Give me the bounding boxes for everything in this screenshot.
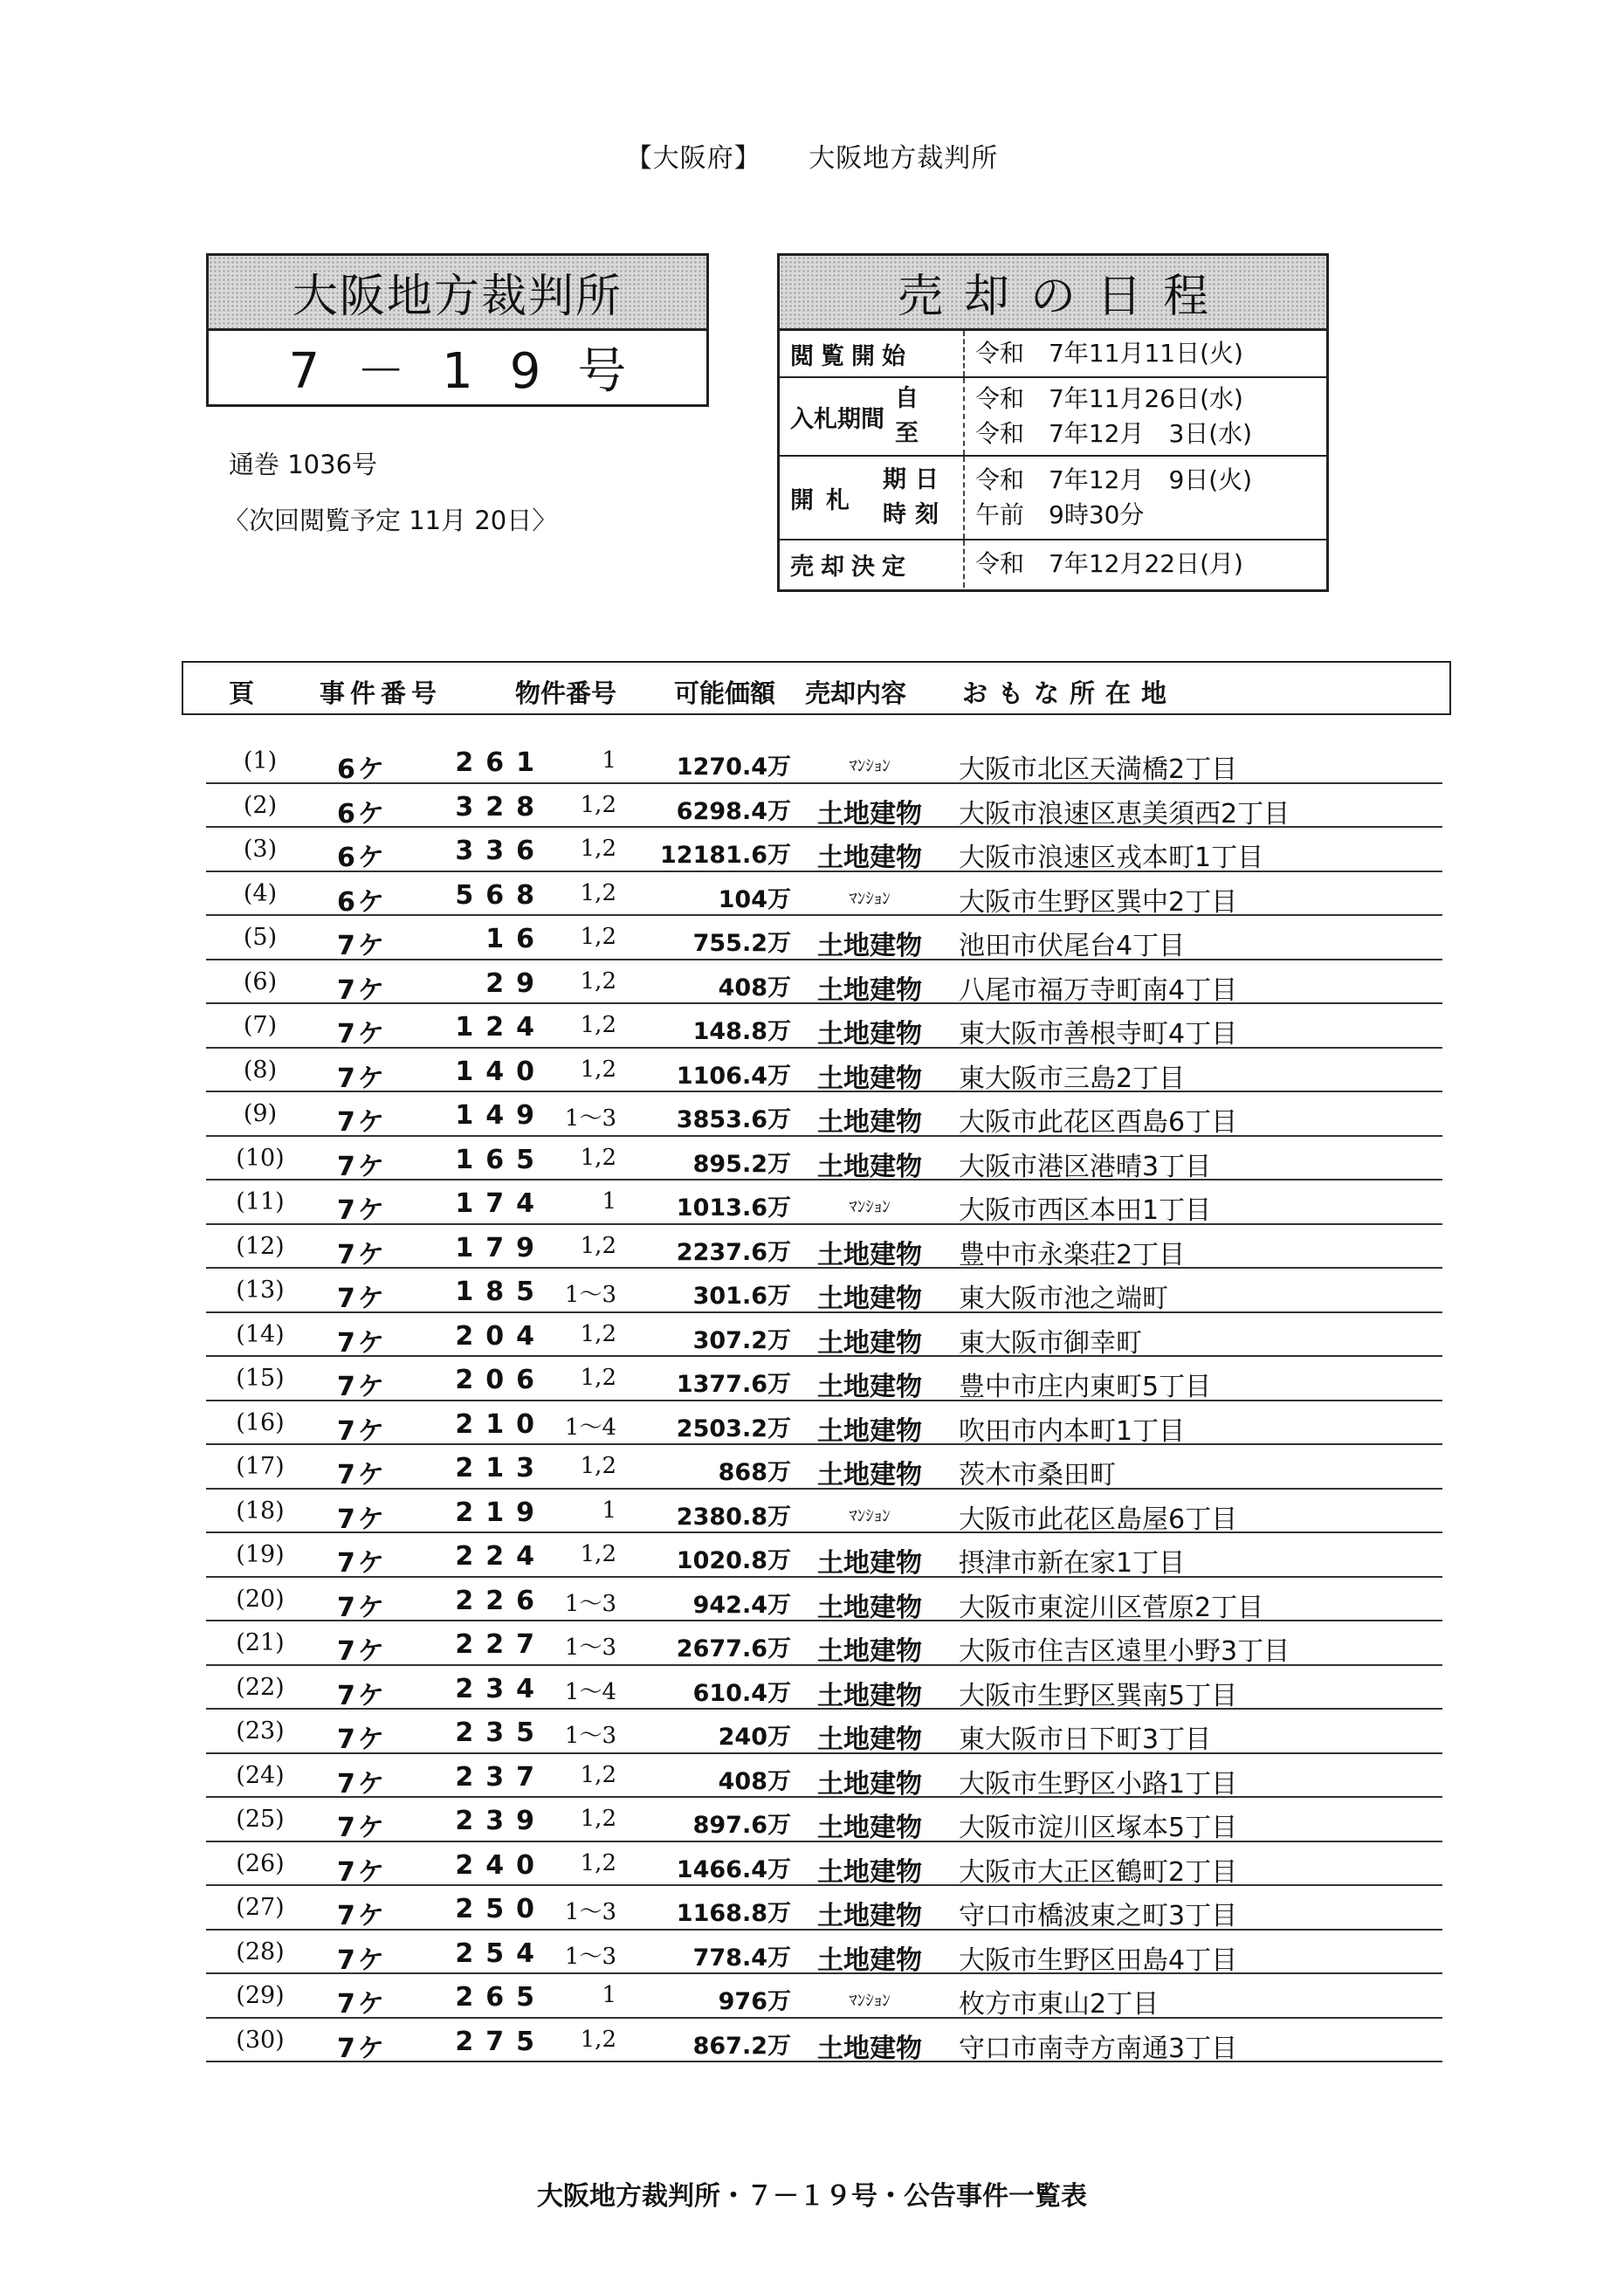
row-sale-type: 土地建物 <box>817 931 922 961</box>
row-sale-type: 土地建物 <box>817 1107 922 1138</box>
row-page: (20) <box>236 1585 285 1613</box>
row-case-prefix: 7ケ <box>337 1901 387 1931</box>
row-case-prefix: 7ケ <box>337 1239 387 1270</box>
row-page: (3) <box>243 836 278 863</box>
row-sale-type: 土地建物 <box>817 1724 922 1755</box>
row-price: 104万 <box>718 885 791 913</box>
document-header <box>0 136 1624 175</box>
row-location: 東大阪市池之端町 <box>959 1284 1168 1314</box>
row-sale-type: 土地建物 <box>817 1284 922 1314</box>
prefecture-label: 【大阪府】 <box>625 143 761 174</box>
row-location: 東大阪市三島2丁目 <box>959 1063 1186 1094</box>
table-row <box>206 1401 1442 1446</box>
row-property-number: 1,2 <box>580 924 616 950</box>
table-row <box>206 1225 1442 1270</box>
table-row <box>206 1798 1442 1842</box>
row-page: (4) <box>243 879 278 907</box>
row-case-prefix: 7ケ <box>337 1415 387 1447</box>
row-case-number: 227 <box>455 1629 547 1660</box>
row-price: 1013.6万 <box>676 1194 791 1222</box>
row-sale-type: 土地建物 <box>817 1856 922 1888</box>
schedule-value: 令和 7年11月26日(水) <box>975 384 1243 413</box>
row-location: 枚方市東山2丁目 <box>959 1989 1160 2020</box>
row-page: (28) <box>236 1938 285 1965</box>
row-case-prefix: 7ケ <box>337 1284 387 1314</box>
row-location: 大阪市生野区田島4丁目 <box>959 1944 1238 1976</box>
row-sale-type: ﾏﾝｼｮﾝ <box>849 756 891 775</box>
row-sale-type: 土地建物 <box>817 1592 922 1623</box>
row-case-prefix: 7ケ <box>337 1327 387 1359</box>
row-property-number: 1～3 <box>564 1635 616 1661</box>
row-case-number: 174 <box>455 1188 547 1219</box>
table-row <box>206 1533 1442 1578</box>
table-row <box>206 784 1442 829</box>
row-page: (16) <box>236 1408 285 1436</box>
row-case-prefix: 7ケ <box>337 1548 387 1579</box>
column-header-property-number: 物件番号 <box>515 678 617 708</box>
row-case-prefix: 7ケ <box>337 1504 387 1535</box>
row-location: 東大阪市日下町3丁目 <box>959 1724 1212 1755</box>
row-location: 大阪市浪速区戎本町1丁目 <box>959 843 1264 873</box>
row-case-number: 328 <box>455 791 547 823</box>
row-price: 12181.6万 <box>660 842 791 869</box>
row-case-number: 237 <box>455 1761 547 1793</box>
table-row <box>206 1886 1442 1931</box>
row-price: 2380.8万 <box>676 1503 791 1531</box>
row-price: 408万 <box>718 974 791 1001</box>
row-price: 976万 <box>718 1988 791 2015</box>
row-case-prefix: 7ケ <box>337 1636 387 1667</box>
row-case-prefix: 7ケ <box>337 1680 387 1711</box>
row-property-number: 1～3 <box>564 1943 616 1970</box>
row-property-number: 1,2 <box>580 1761 616 1788</box>
row-case-prefix: 6ケ <box>337 886 387 918</box>
row-property-number: 1,2 <box>580 1453 616 1479</box>
row-property-number: 1,2 <box>580 967 616 995</box>
row-property-number: 1,2 <box>580 1144 616 1171</box>
title-issue: 7－19号 <box>288 343 664 400</box>
row-price: 1466.4万 <box>676 1855 791 1883</box>
schedule-sublabel: 自 <box>895 385 919 412</box>
row-property-number: 1～3 <box>564 1723 616 1749</box>
row-case-number: 179 <box>455 1232 547 1263</box>
row-case-number: 29 <box>485 967 547 999</box>
schedule-sublabel: 至 <box>895 420 919 447</box>
row-location: 大阪市住吉区遠里小野3丁目 <box>959 1636 1290 1667</box>
row-price: 2677.6万 <box>676 1635 791 1662</box>
row-price: 868万 <box>718 1459 791 1486</box>
row-location: 大阪市此花区酉島6丁目 <box>959 1107 1238 1138</box>
row-sale-type: 土地建物 <box>817 1415 922 1447</box>
row-property-number: 1,2 <box>580 836 616 862</box>
table-row <box>206 1842 1442 1887</box>
row-property-number: 1,2 <box>580 2026 616 2053</box>
schedule-value: 午前 9時30分 <box>975 500 1145 529</box>
row-property-number: 1,2 <box>580 1232 616 1259</box>
row-case-number: 206 <box>455 1365 547 1395</box>
row-location: 摂津市新在家1丁目 <box>959 1548 1186 1579</box>
row-page: (7) <box>243 1012 278 1039</box>
volume-number: 通巻 1036号 <box>229 450 378 479</box>
table-row <box>206 1180 1442 1225</box>
row-page: (17) <box>236 1453 285 1480</box>
row-case-number: 224 <box>455 1541 547 1572</box>
table-row <box>206 2019 1442 2063</box>
row-case-prefix: 7ケ <box>337 931 387 961</box>
row-page: (25) <box>236 1806 285 1833</box>
row-sale-type: 土地建物 <box>817 1063 922 1094</box>
row-location: 大阪市港区港晴3丁目 <box>959 1151 1212 1182</box>
column-header-location: おもな所在地 <box>962 678 1178 708</box>
row-price: 6298.4万 <box>676 797 791 825</box>
row-case-prefix: 7ケ <box>337 1372 387 1402</box>
row-price: 895.2万 <box>692 1150 791 1178</box>
row-case-prefix: 6ケ <box>337 843 387 873</box>
row-location: 茨木市桑田町 <box>959 1460 1116 1490</box>
row-property-number: 1,2 <box>580 1012 616 1038</box>
table-row <box>206 1754 1442 1799</box>
row-page: (14) <box>236 1320 285 1348</box>
schedule-label: 売却決定 <box>790 553 912 581</box>
row-page: (27) <box>236 1894 285 1921</box>
row-price: 610.4万 <box>692 1679 791 1707</box>
row-page: (19) <box>236 1541 285 1568</box>
row-case-number: 213 <box>455 1453 547 1483</box>
row-price: 1020.8万 <box>676 1547 791 1574</box>
row-sale-type: ﾏﾝｼｮﾝ <box>849 888 891 908</box>
row-location: 大阪市淀川区塚本5丁目 <box>959 1813 1238 1843</box>
row-page: (9) <box>243 1100 278 1127</box>
schedule-sublabel: 時刻 <box>883 501 947 528</box>
row-property-number: 1～3 <box>564 1282 616 1308</box>
row-page: (8) <box>243 1056 278 1084</box>
row-property-number: 1,2 <box>580 1806 616 1832</box>
row-location: 大阪市東淀川区菅原2丁目 <box>959 1592 1264 1623</box>
row-sale-type: ﾏﾝｼｮﾝ <box>849 1197 891 1216</box>
row-sale-type: 土地建物 <box>817 1239 922 1270</box>
column-header-case-number: 事件番号 <box>320 678 443 708</box>
row-sale-type: 土地建物 <box>817 1460 922 1490</box>
table-row <box>206 1490 1442 1534</box>
schedule-value: 令和 7年11月11日(火) <box>975 339 1243 368</box>
row-sale-type: ﾏﾝｼｮﾝ <box>849 1505 891 1525</box>
row-price: 307.2万 <box>692 1326 791 1354</box>
row-property-number: 1～3 <box>564 1899 616 1925</box>
row-sale-type: 土地建物 <box>817 843 922 873</box>
row-price: 778.4万 <box>692 1944 791 1972</box>
row-case-number: 234 <box>455 1673 547 1704</box>
row-sale-type: 土地建物 <box>817 1944 922 1976</box>
table-row <box>206 1578 1442 1622</box>
row-price: 408万 <box>718 1767 791 1795</box>
row-page: (22) <box>236 1673 285 1701</box>
row-property-number: 1,2 <box>580 1541 616 1567</box>
row-case-prefix: 7ケ <box>337 1019 387 1050</box>
row-sale-type: 土地建物 <box>817 1151 922 1182</box>
column-header-page: 頁 <box>229 678 255 708</box>
schedule-label: 閲覧開始 <box>790 342 912 370</box>
row-location: 守口市南寺方南通3丁目 <box>959 2033 1238 2064</box>
row-price: 240万 <box>718 1724 791 1751</box>
row-case-number: 235 <box>455 1717 547 1748</box>
row-price: 1270.4万 <box>676 754 791 781</box>
sale-schedule-box <box>777 253 1329 592</box>
row-page: (1) <box>243 747 278 774</box>
row-location: 八尾市福万寺町南4丁目 <box>959 974 1238 1006</box>
row-location: 守口市橋波東之町3丁目 <box>959 1901 1238 1931</box>
row-case-prefix: 7ケ <box>337 1724 387 1755</box>
row-case-number: 226 <box>455 1585 547 1616</box>
row-property-number: 1,2 <box>580 1320 616 1347</box>
row-property-number: 1,2 <box>580 1849 616 1876</box>
table-row <box>206 1313 1442 1358</box>
table-row <box>206 1092 1442 1137</box>
row-case-number: 165 <box>455 1144 547 1175</box>
row-case-number: 275 <box>455 2026 547 2057</box>
schedule-value: 令和 7年12月 9日(火) <box>975 465 1253 494</box>
row-case-number: 149 <box>455 1100 547 1131</box>
row-price: 2503.2万 <box>676 1414 791 1442</box>
row-case-number: 140 <box>455 1056 547 1087</box>
row-sale-type: 土地建物 <box>817 798 922 829</box>
row-page: (6) <box>243 967 278 995</box>
row-location: 大阪市大正区鶴町2丁目 <box>959 1856 1238 1888</box>
row-page: (18) <box>236 1497 285 1525</box>
row-page: (2) <box>243 791 278 819</box>
row-price: 148.8万 <box>692 1018 791 1045</box>
schedule-row-viewing <box>780 331 1326 378</box>
row-sale-type: 土地建物 <box>817 1636 922 1667</box>
row-page: (24) <box>236 1761 285 1789</box>
schedule-value: 令和 7年12月 3日(水) <box>975 419 1253 448</box>
table-row <box>206 1710 1442 1754</box>
table-row <box>206 828 1442 872</box>
row-property-number: 1,2 <box>580 1365 616 1391</box>
table-row <box>206 1357 1442 1401</box>
row-case-number: 239 <box>455 1806 547 1836</box>
row-page: (29) <box>236 1982 285 2009</box>
row-page: (30) <box>236 2026 285 2054</box>
row-case-number: 185 <box>455 1277 547 1307</box>
row-location: 大阪市生野区巽中2丁目 <box>959 886 1238 918</box>
row-sale-type: 土地建物 <box>817 1901 922 1931</box>
row-sale-type: 土地建物 <box>817 1813 922 1843</box>
row-case-number: 261 <box>455 747 547 778</box>
row-location: 池田市伏尾台4丁目 <box>959 931 1186 961</box>
schedule-row-opening <box>780 457 1326 540</box>
row-price: 1106.4万 <box>676 1062 791 1090</box>
row-property-number: 1～4 <box>564 1414 616 1441</box>
table-row <box>206 1666 1442 1710</box>
row-case-number: 210 <box>455 1408 547 1440</box>
table-row <box>206 916 1442 960</box>
row-price: 3853.6万 <box>676 1106 791 1133</box>
row-case-prefix: 7ケ <box>337 1944 387 1976</box>
title-box <box>206 253 709 407</box>
row-price: 301.6万 <box>692 1283 791 1310</box>
row-property-number: 1 <box>602 1982 616 2008</box>
row-case-number: 265 <box>455 1982 547 2013</box>
schedule-label: 入札期間 <box>790 405 884 433</box>
row-sale-type: 土地建物 <box>817 1327 922 1359</box>
table-header <box>182 661 1451 715</box>
row-property-number: 1～4 <box>564 1678 616 1705</box>
table-row <box>206 740 1442 784</box>
row-location: 大阪市浪速区恵美須西2丁目 <box>959 798 1290 829</box>
row-property-number: 1 <box>602 747 616 774</box>
row-case-prefix: 7ケ <box>337 1460 387 1490</box>
row-page: (15) <box>236 1365 285 1392</box>
row-sale-type: ﾏﾝｼｮﾝ <box>849 1991 891 2010</box>
row-price: 867.2万 <box>692 2032 791 2060</box>
row-case-number: 240 <box>455 1849 547 1881</box>
row-case-number: 16 <box>485 924 547 954</box>
schedule-value: 令和 7年12月22日(月) <box>975 549 1243 578</box>
row-property-number: 1 <box>602 1497 616 1524</box>
row-location: 大阪市生野区小路1丁目 <box>959 1768 1238 1800</box>
row-location: 大阪市生野区巽南5丁目 <box>959 1680 1238 1711</box>
row-page: (26) <box>236 1849 285 1877</box>
row-page: (12) <box>236 1232 285 1260</box>
row-location: 豊中市永楽荘2丁目 <box>959 1239 1186 1270</box>
sale-schedule-title: 売却の日程 <box>780 256 1326 331</box>
row-case-prefix: 7ケ <box>337 2033 387 2064</box>
row-property-number: 1～3 <box>564 1105 616 1132</box>
court-label: 大阪地方裁判所 <box>809 143 999 174</box>
document-footer: 大阪地方裁判所・７－１９号・公告事件一覧表 <box>537 2181 1087 2212</box>
case-table-body <box>206 740 1442 2062</box>
table-row <box>206 872 1442 917</box>
row-case-prefix: 7ケ <box>337 1063 387 1094</box>
row-page: (23) <box>236 1717 285 1745</box>
table-row <box>206 1445 1442 1490</box>
row-page: (5) <box>243 924 278 951</box>
row-property-number: 1 <box>602 1188 616 1215</box>
row-case-prefix: 7ケ <box>337 1813 387 1843</box>
row-sale-type: 土地建物 <box>817 2033 922 2064</box>
table-row <box>206 1049 1442 1093</box>
row-case-prefix: 7ケ <box>337 1592 387 1623</box>
row-case-prefix: 7ケ <box>337 974 387 1006</box>
row-case-number: 219 <box>455 1497 547 1528</box>
row-case-number: 250 <box>455 1894 547 1924</box>
row-case-prefix: 6ケ <box>337 798 387 829</box>
title-court: 大阪地方裁判所 <box>209 256 706 331</box>
row-case-prefix: 7ケ <box>337 1989 387 2020</box>
row-sale-type: 土地建物 <box>817 1372 922 1402</box>
schedule-sublabel: 期日 <box>883 466 947 493</box>
row-case-prefix: 6ケ <box>337 754 387 785</box>
column-header-price: 可能価額 <box>674 678 776 708</box>
row-case-prefix: 7ケ <box>337 1856 387 1888</box>
row-location: 大阪市此花区島屋6丁目 <box>959 1504 1238 1535</box>
row-case-prefix: 7ケ <box>337 1151 387 1182</box>
row-case-prefix: 7ケ <box>337 1195 387 1226</box>
table-row <box>206 1621 1442 1666</box>
row-case-number: 124 <box>455 1012 547 1043</box>
row-page: (10) <box>236 1144 285 1172</box>
row-case-prefix: 7ケ <box>337 1768 387 1800</box>
row-page: (11) <box>236 1188 285 1215</box>
row-price: 1168.8万 <box>676 1900 791 1927</box>
row-sale-type: 土地建物 <box>817 1680 922 1711</box>
row-location: 東大阪市善根寺町4丁目 <box>959 1019 1238 1050</box>
table-row <box>206 1137 1442 1181</box>
row-property-number: 1,2 <box>580 1056 616 1083</box>
row-location: 大阪市北区天満橋2丁目 <box>959 754 1238 785</box>
row-location: 東大阪市御幸町 <box>959 1327 1142 1359</box>
schedule-row-decision <box>780 540 1326 588</box>
row-sale-type: 土地建物 <box>817 1019 922 1050</box>
table-row <box>206 960 1442 1005</box>
row-sale-type: 土地建物 <box>817 1768 922 1800</box>
row-price: 942.4万 <box>692 1591 791 1619</box>
row-case-number: 254 <box>455 1938 547 1969</box>
schedule-row-bidding <box>780 378 1326 457</box>
row-case-number: 568 <box>455 879 547 911</box>
row-price: 1377.6万 <box>676 1371 791 1398</box>
row-property-number: 1,2 <box>580 791 616 818</box>
row-location: 吹田市内本町1丁目 <box>959 1415 1186 1447</box>
table-row <box>206 1269 1442 1313</box>
schedule-label: 開札 <box>790 486 862 514</box>
row-property-number: 1～3 <box>564 1590 616 1617</box>
row-price: 2237.6万 <box>676 1238 791 1266</box>
row-property-number: 1,2 <box>580 879 616 906</box>
table-row <box>206 1004 1442 1049</box>
row-case-prefix: 7ケ <box>337 1107 387 1138</box>
row-price: 897.6万 <box>692 1812 791 1839</box>
row-location: 大阪市西区本田1丁目 <box>959 1195 1212 1226</box>
column-header-sale-type: 売却内容 <box>805 678 907 708</box>
row-case-number: 204 <box>455 1320 547 1352</box>
row-location: 豊中市庄内東町5丁目 <box>959 1372 1212 1402</box>
row-case-number: 336 <box>455 836 547 866</box>
row-page: (21) <box>236 1629 285 1656</box>
table-row <box>206 1974 1442 2019</box>
row-price: 755.2万 <box>692 930 791 957</box>
row-sale-type: 土地建物 <box>817 1548 922 1579</box>
table-row <box>206 1931 1442 1975</box>
next-viewing-date: 〈次回閲覧予定 11月 20日〉 <box>224 506 558 535</box>
row-page: (13) <box>236 1277 285 1304</box>
row-sale-type: 土地建物 <box>817 974 922 1006</box>
